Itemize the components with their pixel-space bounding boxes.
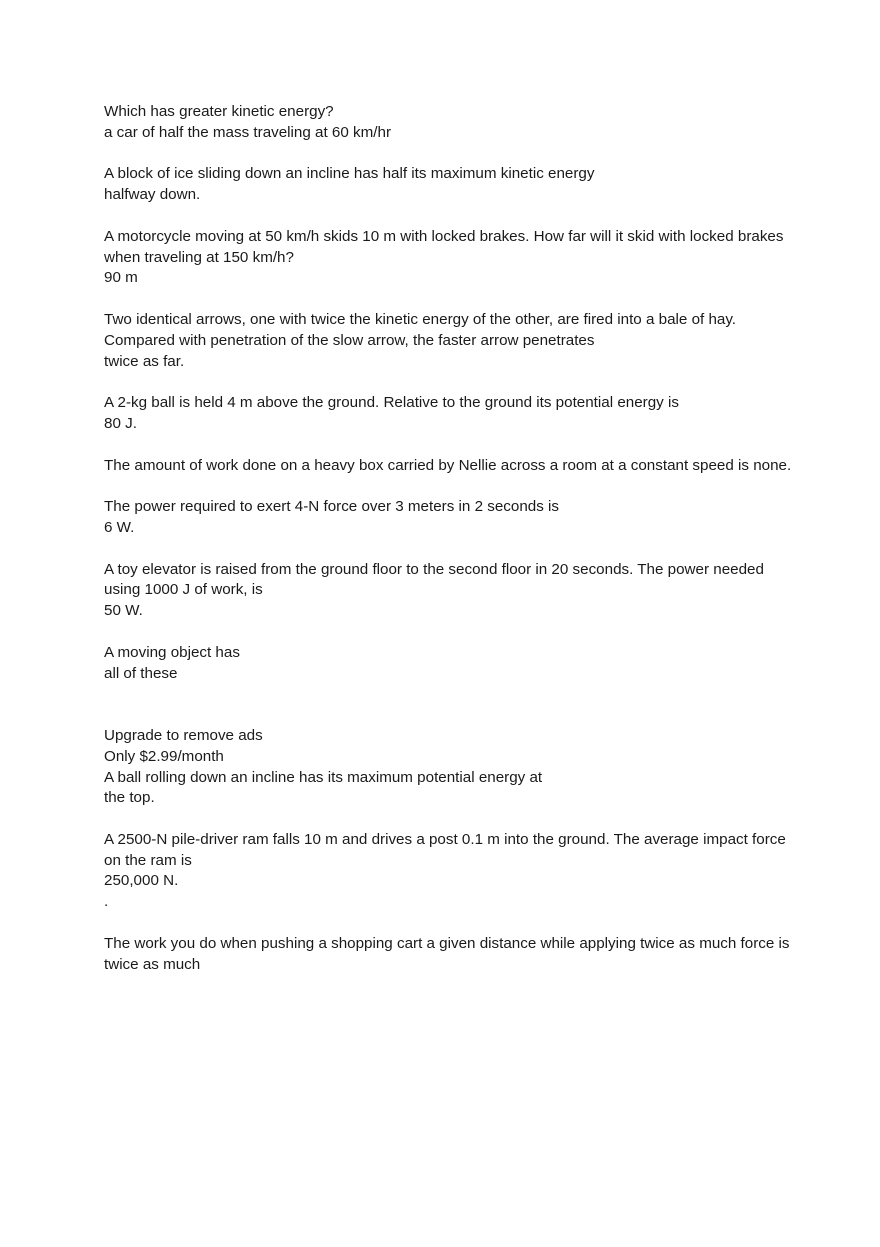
qa-item	[104, 768, 794, 810]
answer-text: 50 W.	[104, 602, 143, 620]
answer-text: 6 W.	[104, 518, 135, 536]
question-text: A ball rolling down an incline has its maximum potential energy at	[104, 768, 543, 786]
ad-upgrade-text[interactable]: Upgrade to remove ads	[104, 726, 263, 744]
question-text: A motorcycle moving at 50 km/h skids 10 m with locked brakes. How far will it skid with locked brakes when traveling at 150 km/h?	[104, 227, 784, 266]
qa-item	[104, 164, 794, 206]
qa-item	[104, 560, 794, 622]
ad-banner[interactable]	[104, 726, 794, 768]
question-text: A block of ice sliding down an incline has half its maximum kinetic energy	[104, 165, 595, 183]
qa-item	[104, 102, 794, 144]
answer-text: 90 m	[104, 269, 138, 287]
answer-text: 250,000 N.	[104, 872, 179, 890]
answer-text: all of these	[104, 664, 178, 682]
qa-item	[104, 934, 794, 976]
qa-item	[104, 830, 794, 913]
qa-item	[104, 643, 794, 685]
answer-text: twice as much	[104, 955, 201, 973]
question-text: A 2-kg ball is held 4 m above the ground. Relative to the ground its potential energy is	[104, 394, 679, 412]
question-text: The amount of work done on a heavy box carried by Nellie across a room at a constant speed is none.	[104, 456, 792, 474]
question-text: Two identical arrows, one with twice the kinetic energy of the other, are fired into a bale of hay. Compared with penetration of the slow arrow, the faster arrow penetrates	[104, 310, 737, 349]
qa-item	[104, 393, 794, 435]
question-text: Which has greater kinetic energy?	[104, 103, 334, 120]
question-text: A toy elevator is raised from the ground floor to the second floor in 20 seconds. The power needed using 1000 J of work, is	[104, 560, 764, 599]
qa-item	[104, 310, 794, 372]
qa-item	[104, 227, 794, 289]
question-text: A 2500-N pile-driver ram falls 10 m and drives a post 0.1 m into the ground. The average impact force on the ram is	[104, 830, 786, 869]
answer-text: halfway down.	[104, 186, 201, 204]
question-text: The power required to exert 4-N force over 3 meters in 2 seconds is	[104, 498, 559, 516]
answer-text: 80 J.	[104, 414, 137, 432]
extra-text: .	[104, 893, 109, 911]
question-text: The work you do when pushing a shopping cart a given distance while applying twice as much force is	[104, 934, 790, 952]
spacer	[104, 684, 794, 726]
answer-text: twice as far.	[104, 352, 185, 370]
qa-item	[104, 497, 794, 539]
qa-item	[104, 456, 794, 477]
ad-price-text: Only $2.99/month	[104, 747, 224, 765]
question-text: A moving object has	[104, 643, 240, 661]
answer-text: a car of half the mass traveling at 60 km/hr	[104, 123, 392, 141]
answer-text: the top.	[104, 789, 155, 807]
document-page	[104, 102, 794, 996]
